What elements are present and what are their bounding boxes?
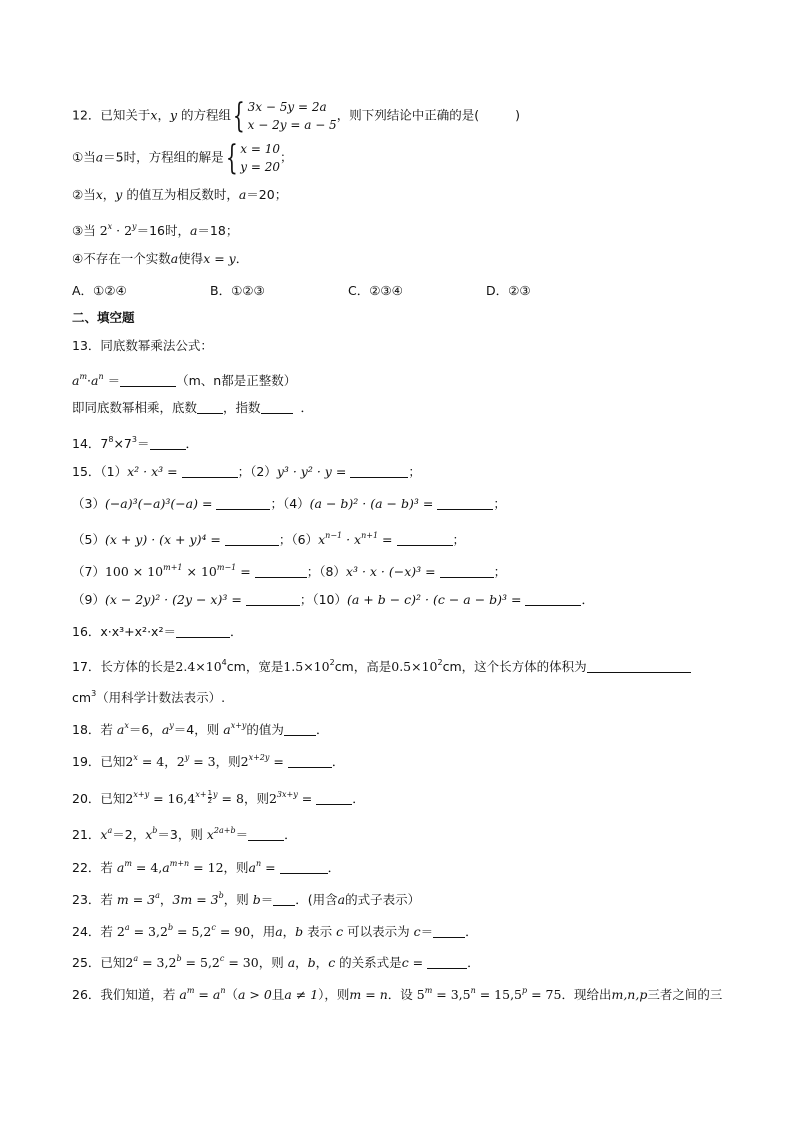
q12-statement-2: ②当x，y 的值互为相反数时，a＝20； [72, 187, 288, 202]
q12-stem: 12．已知关于x，y 的方程组 { 3x − 5y = 2a x − 2y = a − 5 ，则下列结论中正确的是( ) [72, 96, 520, 136]
q12-statement-4: ④不存在一个实数a使得x = y． [72, 251, 249, 266]
q17-line-1: 17．长方体的长是$2.4\times 10^4cm$，宽是$1.5\times 10^2cm$，高是$0.5\times 10^2cm$，这个长方体的体积为 [72, 655, 691, 675]
option-d[interactable]: D．②③ [486, 283, 531, 298]
q17-line-2: $cm^3$（用科学计数法表示）. [72, 689, 226, 705]
q13-answer-blank[interactable] [120, 374, 176, 387]
q15-8-blank[interactable] [440, 565, 494, 578]
q24: 24．若 $2^a = 3,2^b = 5,2^c = 90$，用a，b 表示 c 可以表示为 c＝ ． [72, 923, 478, 939]
q15-7-blank[interactable] [255, 565, 307, 578]
q12-solution-system: { x = 10 y = 20 [225, 138, 281, 178]
q14: 14．$7^8\times 7^3=$ ． [72, 435, 199, 451]
q25: 25．已知$2^a = 3,2^b = 5,2^c = 30$，则 a，b，c 的关系式是c = ． [72, 954, 480, 970]
section-title-fill-in: 二、填空题 [72, 310, 135, 325]
q22: 22．若 $a^m = 4,a^{m+n} = 12$，则$a^n$ = ． [72, 859, 341, 875]
q13-base-blank[interactable] [197, 401, 223, 414]
q25-answer-blank[interactable] [427, 956, 467, 969]
option-a[interactable]: A．①②④ [72, 283, 127, 298]
q23: 23．若 $m = 3^a$，$3m = 3^b$，则 b＝ ．(用含a的式子表示） [72, 891, 421, 907]
q15-3-blank[interactable] [216, 497, 270, 510]
q15-row-1: 15．（1）x² · x³ = ；（2）y³ · y² · y = ； [72, 464, 421, 479]
q18: 18．若 $a^x=6$，$a^y=4$，则 $a^{x+y}$的值为 ． [72, 721, 329, 737]
q22-answer-blank[interactable] [280, 861, 328, 874]
q15-9-blank[interactable] [246, 593, 300, 606]
q12-equation-system: { 3x − 5y = 2a x − 2y = a − 5 [232, 96, 337, 136]
q19-answer-blank[interactable] [288, 755, 332, 768]
q16: 16．x·x³+x²·x²＝ ． [72, 624, 243, 639]
q17-answer-blank[interactable] [587, 660, 691, 673]
q15-row-5: （9）(x − 2y)² · (2y − x)³ = ；（10）(a + b − c)² · (c − a − b)³ = ． [72, 592, 594, 607]
q26: 26．我们知道，若 $a^m = a^n(a > 0$且a ≠ 1），则m = n．设 $5^m = 3,5^n = 15,5^p = 75$．现给出m,n,p三者之间的三 [72, 986, 723, 1002]
q12-statement-3: ③当 $2^x \cdot 2^y=16$时，a＝18； [72, 222, 239, 238]
q12-statement-1: ①当a＝5时，方程组的解是 { x = 10 y = 20 ； [72, 138, 293, 178]
q20: 20．已知$2^{x+y} = 16,4^{x+}$ $\frac{1}{2}$ $^y$ = 8，则$2^{3x+y}$ = ． [72, 789, 365, 806]
q23-answer-blank[interactable] [273, 893, 295, 906]
q13-exponent-blank[interactable] [261, 401, 293, 414]
q24-answer-blank[interactable] [433, 925, 465, 938]
q20-answer-blank[interactable] [316, 792, 352, 805]
q15-5-blank[interactable] [225, 533, 279, 546]
q13-rule: 即同底数幂相乘，底数 ，指数 ． [72, 400, 314, 415]
q21-answer-blank[interactable] [248, 828, 284, 841]
q15-row-3: （5）(x + y) · (x + y)⁴ = ；$(6)x^{n-1} \cdot x^{n+1}$ = ； [72, 531, 466, 547]
q15-1-blank[interactable] [182, 465, 238, 478]
q15-2-blank[interactable] [350, 465, 408, 478]
q18-answer-blank[interactable] [284, 723, 316, 736]
q15-row-2: （3）(−a)³(−a)³(−a) = ；（4）(a − b)² · (a − b)³ = ； [72, 496, 506, 511]
q15-10-blank[interactable] [525, 593, 581, 606]
q15-6-blank[interactable] [397, 533, 453, 546]
q19: 19．已知$2^x = 4$，$2^y = 3$，则$2^{x+2y}$ = ． [72, 753, 345, 769]
q21: 21．$x^a=2$，$x^b=3$，则 $x^{2a+b}=$ ． [72, 826, 297, 842]
q13-stem: 13．同底数幂乘法公式： [72, 338, 213, 353]
q16-answer-blank[interactable] [176, 625, 230, 638]
q20-fraction: $\frac{1}{2}$ [207, 789, 213, 805]
option-b[interactable]: B．①②③ [210, 283, 265, 298]
q13-formula: $a^m\cdot a^n = (m$、n都是正整数） [72, 372, 297, 388]
q15-row-4: $(7)100 \times 10^{m+1} \times 10^{m-1}$ = ；（8）x³ · x · (−x)³ = ； [72, 563, 507, 579]
q14-answer-blank[interactable] [150, 437, 186, 450]
q15-4-blank[interactable] [437, 497, 493, 510]
option-c[interactable]: C．②③④ [348, 283, 403, 298]
